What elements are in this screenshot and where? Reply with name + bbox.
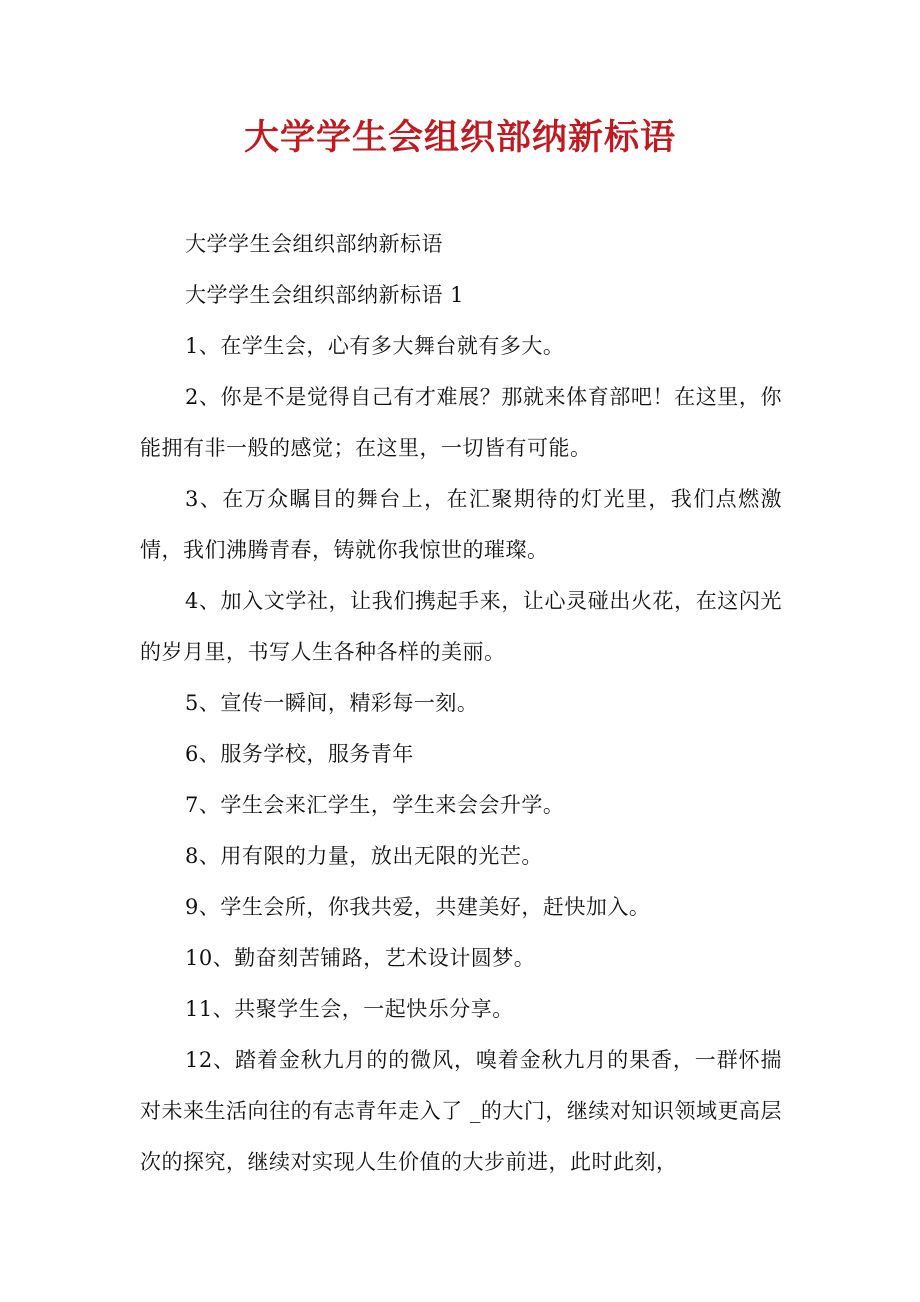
- paragraph-subtitle: 大学学生会组织部纳新标语: [185, 232, 443, 256]
- slogan-item-10: 10、勤奋刻苦铺路，艺术设计圆梦。: [185, 946, 536, 970]
- slogan-item-9: 9、学生会所，你我共爱，共建美好，赶快加入。: [185, 895, 651, 919]
- paragraph-section-heading: 大学学生会组织部纳新标语 1: [185, 283, 465, 307]
- slogan-item-12: 12、踏着金秋九月的的微风，嗅着金秋九月的果香，一群怀揣对未来生活向往的有志青年走入了 _的大门，继续对知识领域更高层次的探究，继续对实现人生价值的大步前进，此时此刻，: [140, 1048, 782, 1174]
- slogan-item-1: 1、在学生会，心有多大舞台就有多大。: [185, 334, 565, 358]
- slogan-item-4: 4、加入文学社，让我们携起手来，让心灵碰出火花，在这闪光的岁月里，书写人生各种各样的美丽。: [140, 589, 782, 664]
- slogan-item-6: 6、服务学校，服务青年: [185, 742, 414, 766]
- slogan-item-11: 11、共聚学生会，一起快乐分享。: [185, 997, 514, 1021]
- slogan-item-5: 5、宣传一瞬间，精彩每一刻。: [185, 691, 479, 715]
- slogan-item-7: 7、学生会来汇学生，学生来会会升学。: [185, 793, 565, 817]
- document-title: 大学学生会组织部纳新标语: [243, 118, 676, 158]
- slogan-item-8: 8、用有限的力量，放出无限的光芒。: [185, 844, 543, 868]
- document-body: [140, 219, 782, 1188]
- slogan-item-3: 3、在万众瞩目的舞台上，在汇聚期待的灯光里，我们点燃激情，我们沸腾青春，铸就你我惊世的璀璨。: [140, 487, 782, 562]
- slogan-item-2: 2、你是不是觉得自己有才难展？那就来体育部吧！在这里，你能拥有非一般的感觉；在这里，一切皆有可能。: [140, 385, 782, 460]
